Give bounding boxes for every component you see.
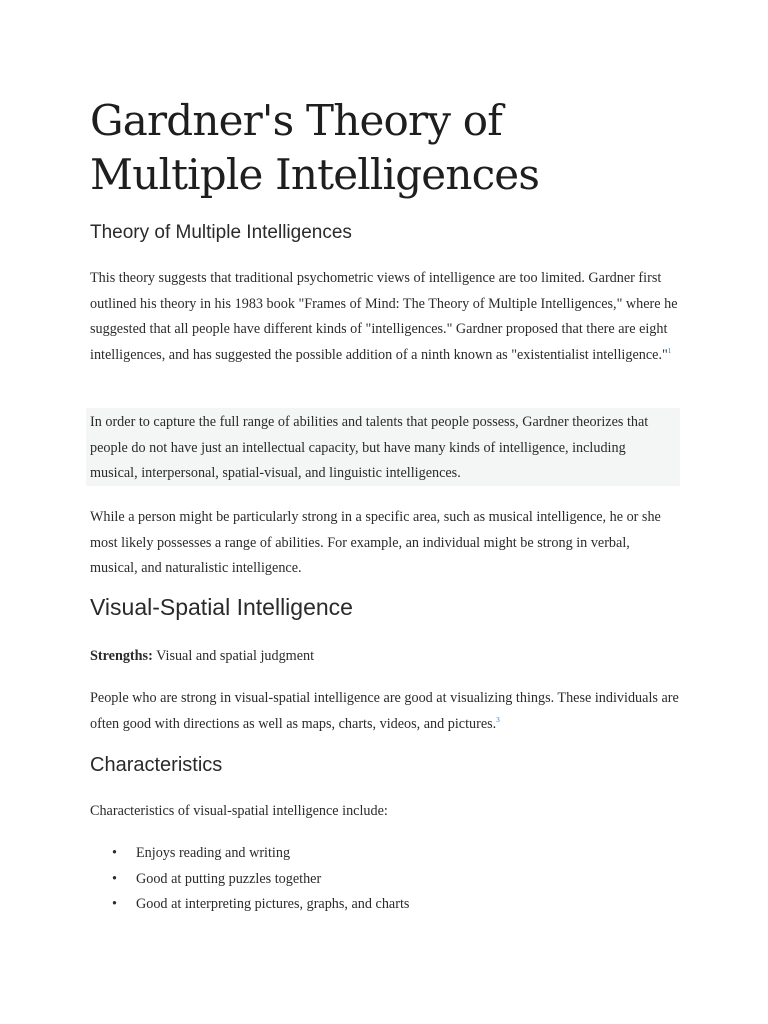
list-item <box>90 867 680 893</box>
abilities-paragraph: While a person might be particularly strong in a specific area, such as musical intelligence, he or she most likely possesses a range of abilities. For example, an individual might be strong in verbal, musical, and naturalistic intelligence. <box>90 509 661 576</box>
list-item <box>90 841 680 867</box>
strengths-value: Visual and spatial judgment <box>152 648 315 664</box>
section-description-text: People who are strong in visual-spatial intelligence are good at visualizing things. These individuals are often good with directions as well as maps, charts, videos, and pictures. <box>90 690 679 732</box>
bullet-icon: • <box>112 845 117 861</box>
citation-link[interactable]: 1 <box>667 346 672 355</box>
characteristics-intro: Characteristics of visual-spatial intelligence include: <box>90 803 388 819</box>
list-item <box>90 892 680 918</box>
bullet-icon: • <box>112 870 117 887</box>
subtitle-heading: Theory of Multiple Intelligences <box>90 222 352 243</box>
section-heading: Visual-Spatial Intelligence <box>90 594 353 620</box>
list-item-text: Enjoys reading and writing <box>136 845 291 861</box>
section-description <box>90 686 680 737</box>
characteristics-heading: Characteristics <box>90 754 223 776</box>
page-title: Gardner's Theory of Multiple Intelligences <box>90 96 540 199</box>
strengths-label: Strengths: <box>90 648 153 664</box>
list-item-text: Good at putting puzzles together <box>136 870 322 887</box>
intro-paragraph <box>90 266 680 368</box>
strengths-line <box>90 644 680 670</box>
list-item-text: Good at interpreting pictures, graphs, and charts <box>136 896 410 912</box>
intro-text: This theory suggests that traditional psychometric views of intelligence are too limited. Gardner first outlined his theory in his 1983 book "Frames of Mind: The Theory of Multiple Intelligences," where he suggested that all people have different kinds of "intelligences." Gardner proposed that there are eight intelligences, and has suggested the possible addition of a ninth known as "existentialist intelligence." <box>90 270 678 363</box>
callout-paragraph: In order to capture the full range of abilities and talents that people possess, Gardner theorizes that people do not have just an intellectual capacity, but have many kinds of intelligence, including musical, interpersonal, spatial-visual, and linguistic intelligences. <box>90 414 649 481</box>
citation-link[interactable]: 3 <box>496 715 500 724</box>
bullet-icon: • <box>112 896 117 912</box>
characteristics-list <box>90 841 680 918</box>
